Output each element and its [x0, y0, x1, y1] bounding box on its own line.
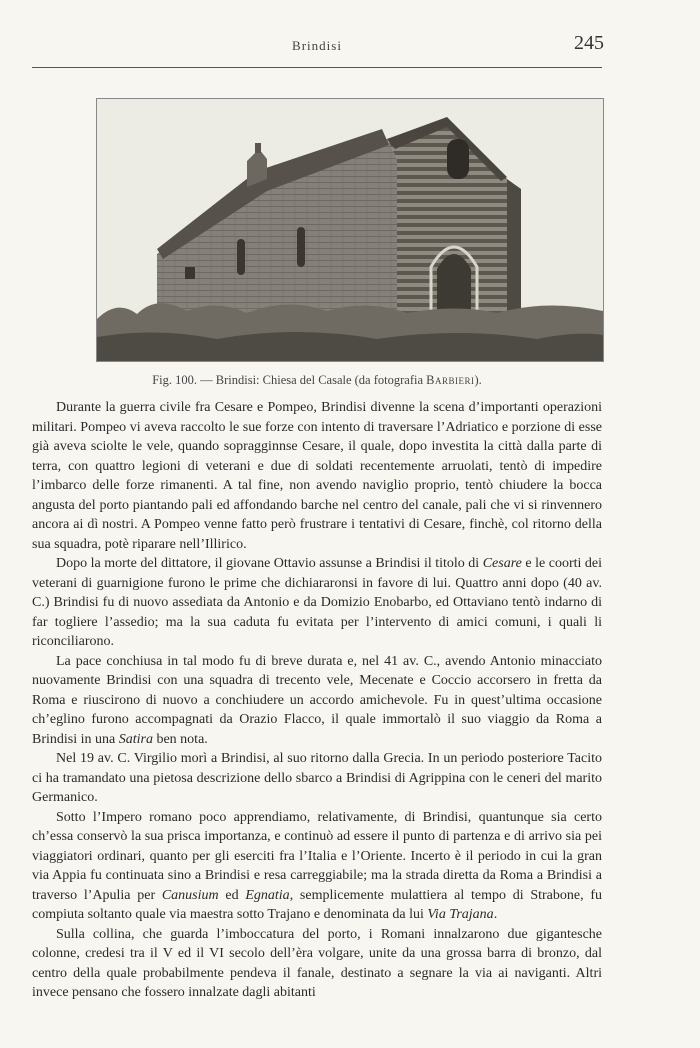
paragraph: [32, 925, 602, 1003]
running-title: Brindisi: [292, 38, 342, 53]
caption-photographer: Barbieri: [426, 373, 475, 387]
caption-text: Fig. 100. — Brindisi: Chiesa del Casale (da fotografia: [152, 373, 427, 387]
paragraph: [32, 652, 602, 750]
paragraph-text: La pace conchiusa in tal modo fu di breve durata e, nel 41 av. C., avendo Antonio minacciato nuovamente Brindisi con una squadra di trecento vele, Mecenate e Coccio accorsero in fretta da Roma e riuscirono di nuovo a conchiudere un accordo amichevole. Fu in quest’ultima occasione ch’eglino furono accompagnati da Orazio Flacco, il quale immortalò il suo viaggio da Roma a Brindisi in una: [32, 653, 602, 747]
paragraph-text: ben nota.: [152, 731, 208, 747]
paragraph-text: , semplicemente mulattiera al tempo di Strabone, fu compiuta soltanto quale via maestra sotto Trajano e denominata da lui: [32, 887, 602, 922]
paragraph-text: Sulla collina, che guarda l’imboccatura del porto, i Romani innalzarono due gigantesche colonne, credesi tra il V ed il VI secolo dell’èra volgare, unite da una grossa barra di bronzo, dal centro della quale probabilmente pendeva il fanale, destinato a segnare la via ai naviganti. Altri invece pensano che fossero innalzate dagli abitanti: [32, 926, 602, 1000]
paragraph: [32, 749, 602, 808]
italic-text: Canusium: [161, 887, 219, 903]
paragraph-text: ed: [218, 887, 246, 903]
page-number: 245: [574, 32, 604, 54]
paragraph-text: Durante la guerra civile fra Cesare e Pompeo, Brindisi divenne la scena d’importanti operazioni militari. Pompeo vi aveva raccolto le sue forze con intento di traversare l’Adriatico e porzione di esse già aveva sciolte le vele, quando sopragginnse Cesare, il quale, dopo investita la città dalla parte di terra, con quattro legioni di veterani e due di soldati recentemente arruolati, tentò di impedire l’imbarco delle forze rimanenti. A tal fine, non avendo naviglio proprio, tentò chiudere la bocca angusta del porto piantando pali ed affondando barche nel centro del canale, pali che vi si rinvennero ancora ai dì nostri. A Pompeo venne fatto però frustrare i tentativi di Cesare, finchè, col ritorno della sua squadra, potè riparare nell’Illirico.: [32, 400, 602, 552]
paragraph: [32, 554, 602, 652]
italic-text: Via Trajana: [427, 907, 494, 922]
church-illustration: [97, 99, 603, 361]
paragraph: [32, 398, 602, 554]
italic-text: Satira: [118, 731, 153, 747]
paragraph-text: e le coorti dei veterani di guarnigione furono le prime che dichiararonsi in favore di lui. Quattro anni dopo (40 av. C.) Brindisi fu di nuovo assediata da Antonio e da Domizio Enobarbo, ed Ottaviano tentò indarno di far togliere l’assedio; ma la sua caduta fu evitata per l’intervento di amici comuni, i quali li riconciliarono.: [32, 556, 602, 649]
paragraph-text: Nel 19 av. C. Virgilio morì a Brindisi, al suo ritorno dalla Grecia. In un periodo posteriore Tacito ci ha tramandato una pietosa descrizione dello sbarco a Brindisi di Agrippina con le ceneri del marito Germanico.: [32, 751, 602, 805]
paragraph-text: .: [493, 907, 498, 922]
page-header: [32, 30, 602, 70]
figure-church-photo: [96, 98, 604, 362]
body-text: [32, 398, 602, 1003]
italic-text: Egnatia: [245, 887, 290, 903]
paragraph-text: Sotto l’Impero romano poco apprendiamo, relativamente, di Brindisi, quantunque sia certo ch’essa conservò la sua prisca importanza, e continuò ad essere il punto di partenza e di arrivo sia pei viaggiatori ordinari, quanto per gli eserciti fra l’Italia e l’Oriente. Incerto è il periodo in cui la gran via Appia fu continuata sino a Brindisi e resa carreggiabile; ma la strada diretta da Roma a Brindisi a traverso l’Apulia per: [32, 809, 602, 903]
header-rule: [32, 67, 602, 68]
caption-suffix: ).: [474, 373, 482, 387]
paragraph-text: Dopo la morte del dittatore, il giovane Ottavio assunse a Brindisi il titolo di: [56, 556, 483, 571]
italic-text: Cesare: [482, 556, 522, 571]
paragraph: [32, 808, 602, 925]
figure-caption: [32, 373, 602, 388]
